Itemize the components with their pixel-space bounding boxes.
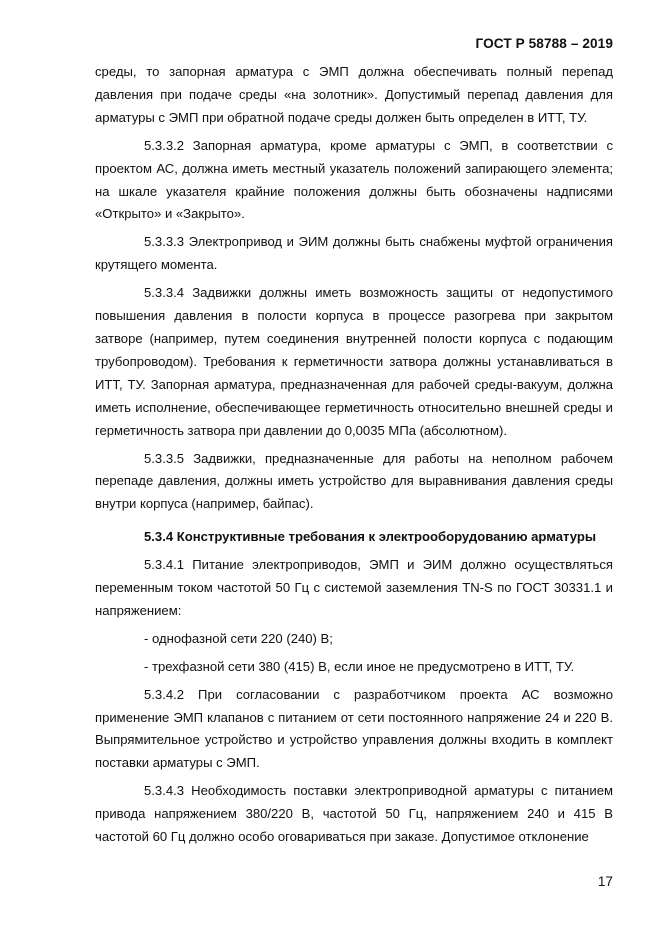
paragraph-5-3-3-4: 5.3.3.4 Задвижки должны иметь возможность защиты от недопустимого повышения давления в полости корпуса в процессе разогрева при закрытом затворе (например, путем соединения внутренней полости корпуса с подающим трубопроводом). Требования к герметичности затвора должны устанавливаться в ИТТ, ТУ. Запорная арматура, предназначенная для рабочей среды-вакуум, должна иметь исполнение, обеспечивающее герметичность относительно внешней среды и герметичность затвора при давлении до 0,0035 МПа (абсолютном). bbox=[95, 285, 613, 438]
paragraph-5-3-4-3: 5.3.4.3 Необходимость поставки электроприводной арматуры с питанием привода напряжением 380/220 В, частотой 50 Гц, напряжением 240 и 415 В частотой 60 Гц должно особо оговариваться при заказе. Допустимое отклонение bbox=[95, 783, 613, 845]
paragraph-continuation: среды, то запорная арматура с ЭМП должна обеспечивать полный перепад давления при подаче среды «на золотник». Допустимый перепад давления для арматуры с ЭМП при обратной подаче среды должен быть определен в ИТТ, ТУ. bbox=[95, 64, 613, 125]
page-number: 17 bbox=[597, 874, 613, 889]
document-body bbox=[95, 61, 613, 849]
section-heading-5-3-4: 5.3.4 Конструктивные требования к электрооборудованию арматуры bbox=[144, 529, 597, 545]
paragraph-5-3-3-2: 5.3.3.2 Запорная арматура, кроме арматуры с ЭМП, в соответствии с проектом АС, должна иметь местный указатель положений запирающего элемента; на шкале указателя крайние положения должны быть обозначены надписями «Открыто» и «Закрыто». bbox=[95, 137, 613, 222]
paragraph-5-3-3-3: 5.3.3.3 Электропривод и ЭИМ должны быть снабжены муфтой ограничения крутящего момента. bbox=[95, 234, 613, 273]
paragraph-5-3-4-2: 5.3.4.2 При согласовании с разработчиком проекта АС возможно применение ЭМП клапанов с питанием от сети постоянного напряжение 24 и 220 В. Выпрямительное устройство и устройство управления должны входить в комплект поставки арматуры с ЭМП. bbox=[95, 686, 613, 771]
paragraph-5-3-3-5: 5.3.3.5 Задвижки, предназначенные для работы на неполном рабочем перепаде давления, должны иметь устройство для выравнивания давления среды внутри корпуса (например, байпас). bbox=[95, 450, 613, 512]
document-header: ГОСТ Р 58788 – 2019 bbox=[475, 36, 613, 51]
list-item-single-phase: - однофазной сети 220 (240) В; bbox=[144, 630, 333, 646]
list-item-three-phase: - трехфазной сети 380 (415) В, если иное не предусмотрено в ИТТ, ТУ. bbox=[144, 658, 575, 674]
paragraph-5-3-4-1: 5.3.4.1 Питание электроприводов, ЭМП и ЭИМ должно осуществляться переменным током частотой 50 Гц с системой заземления TN-S по ГОСТ 30331.1 и напряжением: bbox=[95, 557, 613, 618]
